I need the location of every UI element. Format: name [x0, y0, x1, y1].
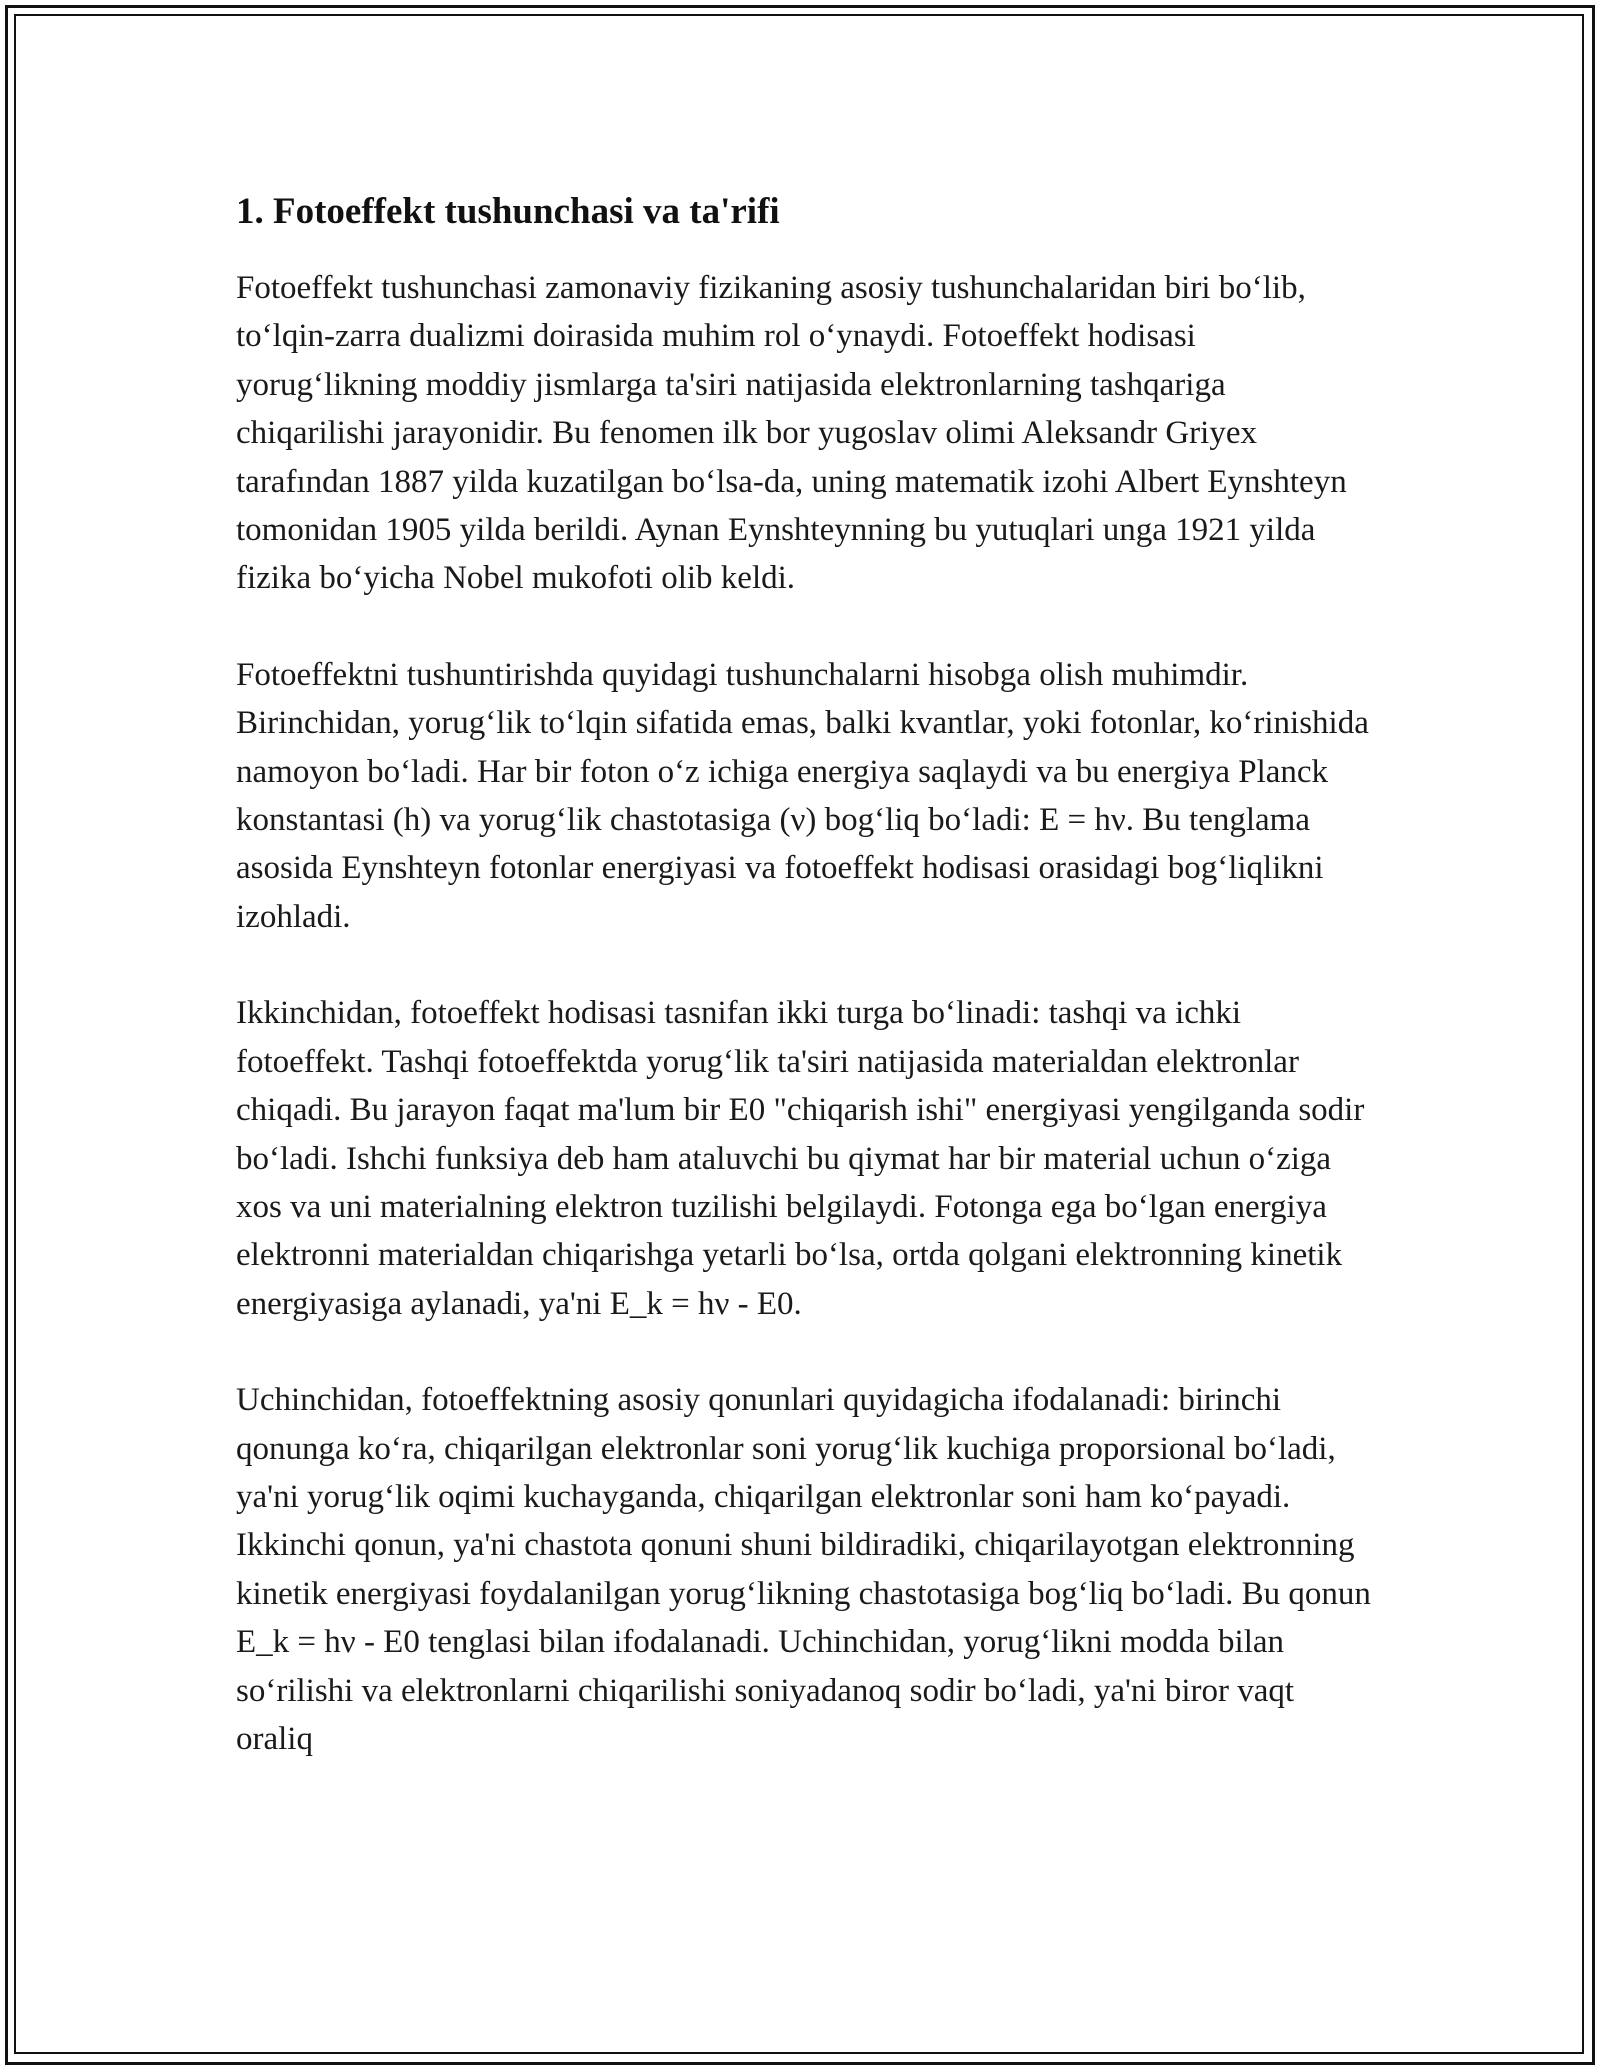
paragraph-3: Ikkinchidan, fotoeffekt hodisasi tasnifan ikki turga bo‘linadi: tashqi va ichki fotoeffekt. Tashqi fotoeffektda yorug‘lik ta'siri natijasida materialdan elektronlar chiqadi. Bu jarayon faqat ma'lum bir E0 "chiqarish ishi" energiyasi yengilganda sodir bo‘ladi. Ishchi funksiya deb ham ataluvchi bu qiymat har bir material uchun o‘ziga xos va uni materialning elektron tuzilishi belgilaydi. Fotonga ega bo‘lgan energiya elektronni materialdan chiqarishga yetarli bo‘lsa, ortda qolgani elektronning kinetik energiyasiga aylanadi, ya'ni E_k = hν - E0.: [236, 995, 1365, 1322]
section-heading: 1. Fotoeffekt tushunchasi va ta'rifi: [236, 191, 780, 232]
document-body: [236, 186, 1376, 1811]
paragraph-1: Fotoeffekt tushunchasi zamonaviy fizikaning asosiy tushunchalaridan biri bo‘lib, to‘lqin-zarra dualizmi doirasida muhim rol o‘ynaydi. Fotoeffekt hodisasi yorug‘likning moddiy jismlarga ta'siri natijasida elektronlarning tashqariga chiqarilishi jarayonidir. Bu fenomen ilk bor yugoslav olimi Aleksandr Griyex tarafından 1887 yilda kuzatilgan bo‘lsa-da, uning matematik izohi Albert Eynshteyn tomonidan 1905 yilda berildi. Aynan Eynshteynning bu yutuqlari unga 1921 yilda fizika bo‘yicha Nobel mukofoti olib keldi.: [236, 270, 1347, 597]
paragraph-4: Uchinchidan, fotoeffektning asosiy qonunlari quyidagicha ifodalanadi: birinchi qonunga ko‘ra, chiqarilgan elektronlar soni yorug‘lik kuchiga proporsional bo‘ladi, ya'ni yorug‘lik oqimi kuchayganda, chiqarilgan elektronlar soni ham ko‘payadi. Ikkinchi qonun, ya'ni chastota qonuni shuni bildiradiki, chiqarilayotgan elektronning kinetik energiyasi foydalanilgan yorug‘likning chastotasiga bog‘liq bo‘ladi. Bu qonun E_k = hν - E0 tenglasi bilan ifodalanadi. Uchinchidan, yorug‘likni modda bilan so‘rilishi va elektronlarni chiqarilishi soniyadanoq sodir bo‘ladi, ya'ni biror vaqt oraliq: [236, 1382, 1371, 1757]
paragraph-2: Fotoeffektni tushuntirishda quyidagi tushunchalarni hisobga olish muhimdir. Birinchidan, yorug‘lik to‘lqin sifatida emas, balki kvantlar, yoki fotonlar, ko‘rinishida namoyon bo‘ladi. Har bir foton o‘z ichiga energiya saqlaydi va bu energiya Planck konstantasi (h) va yorug‘lik chastotasiga (ν) bog‘liq bo‘ladi: E = hν. Bu tenglama asosida Eynshteyn fotonlar energiyasi va fotoeffekt hodisasi orasidagi bog‘liqlikni izohladi.: [236, 656, 1369, 935]
